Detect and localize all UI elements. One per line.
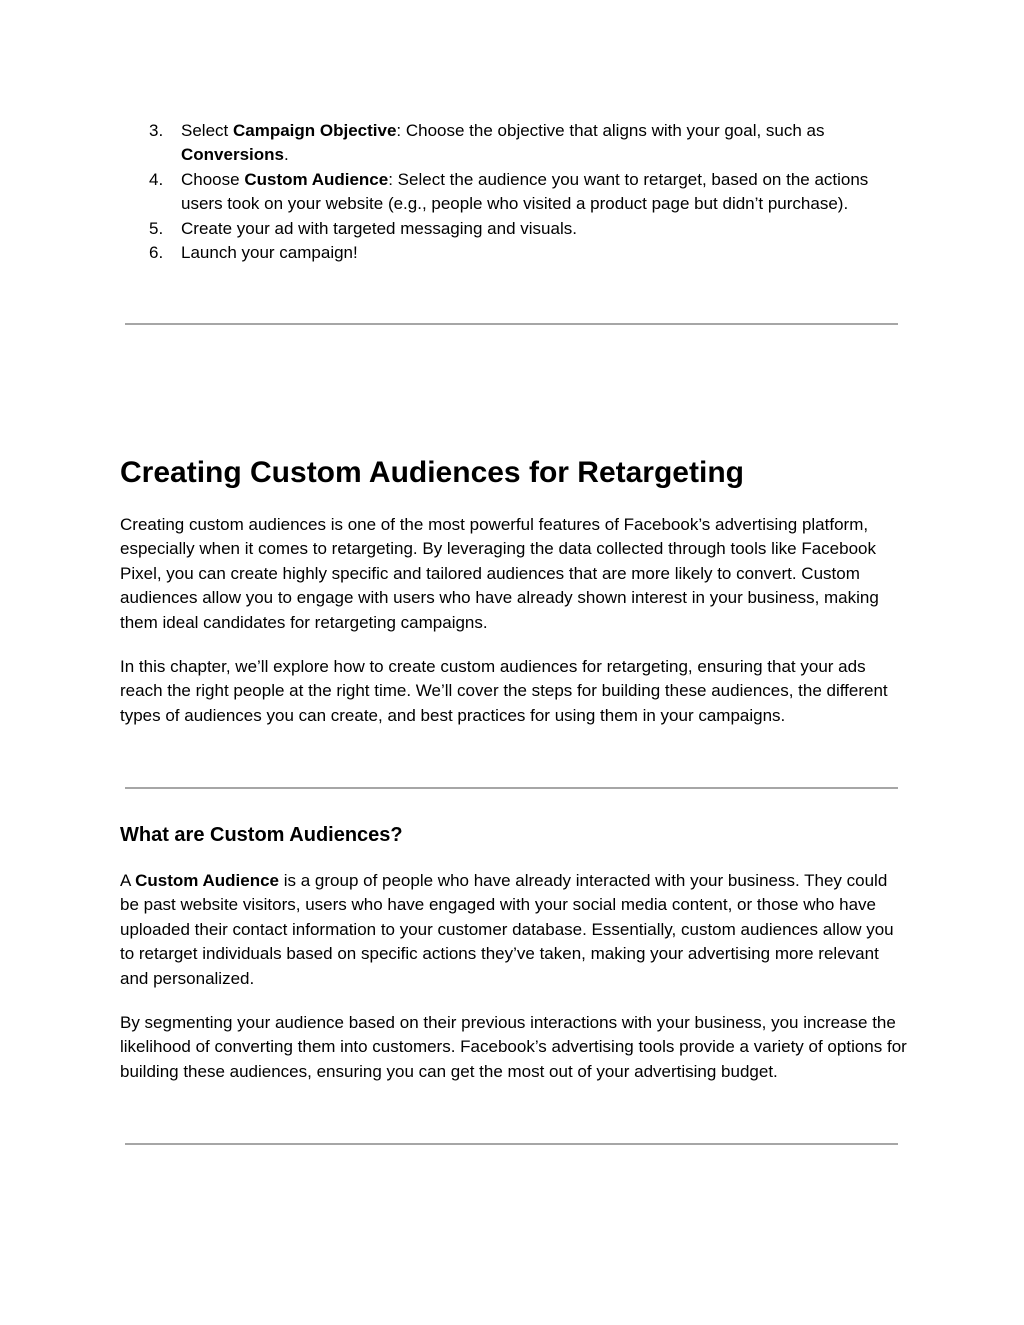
list-number: 5.	[149, 218, 164, 238]
list-item	[120, 119, 910, 168]
paragraph-text: is a group of people who have already interacted with your business. They could be past website visitors, users who have engaged with your social media content, or those who have uploaded their contact information to your customer database. Essentially, custom audiences allow you to retarget individuals based on specific actions they’ve taken, making your advertising more relevant and personalized.	[120, 871, 894, 988]
body-paragraph: Creating custom audiences is one of the most powerful features of Facebook’s advertising platform, especially when it comes to retargeting. By leveraging the data collected through tools like Facebook Pixel, you can create highly specific and tailored audiences that are more likely to convert. Custom audiences allow you to engage with users who have already shown interest in your business, making them ideal candidates for retargeting campaigns.	[120, 515, 879, 632]
bold-term: Custom Audience	[135, 871, 280, 890]
list-item	[120, 217, 910, 241]
paragraph-text: A	[120, 871, 136, 890]
list-number: 6.	[149, 243, 164, 263]
numbered-steps-list	[120, 119, 910, 265]
bold-term: Custom Audience	[244, 169, 389, 189]
horizontal-divider	[125, 1143, 898, 1145]
section-heading: Creating Custom Audiences for Retargeting	[120, 456, 744, 489]
body-paragraph: By segmenting your audience based on their previous interactions with your business, you increase the likelihood of converting them into customers. Facebook’s advertising tools provide a variety of options for building these audiences, ensuring you can get the most out of your advertising budget.	[120, 1013, 907, 1081]
step-text: Create your ad with targeted messaging and visuals.	[181, 218, 577, 238]
body-paragraph: In this chapter, we’ll explore how to create custom audiences for retargeting, ensuring that your ads reach the right people at the right time. We’ll cover the steps for building these audiences, the different types of audiences you can create, and best practices for using them in your campaigns.	[120, 657, 888, 725]
horizontal-divider	[125, 323, 898, 325]
subsection-heading: What are Custom Audiences?	[120, 824, 403, 846]
bold-term: Campaign Objective	[232, 121, 397, 140]
body-paragraph	[120, 869, 910, 991]
step-text: Choose	[181, 169, 245, 189]
list-item	[120, 168, 910, 217]
horizontal-divider	[125, 787, 898, 789]
step-text: Launch your campaign!	[181, 243, 358, 263]
list-item	[120, 241, 910, 265]
bold-term: Conversions	[181, 145, 284, 165]
list-number: 3.	[149, 121, 164, 140]
step-text: Select	[181, 121, 233, 140]
step-text: : Select the audience you want to retarget, based on the actions users took on your website (e.g., people who visited a product page but didn’t purchase).	[181, 169, 869, 214]
step-text: : Choose the objective that aligns with your goal, such as	[396, 121, 825, 140]
step-text: .	[283, 145, 289, 165]
list-number: 4.	[149, 169, 164, 189]
